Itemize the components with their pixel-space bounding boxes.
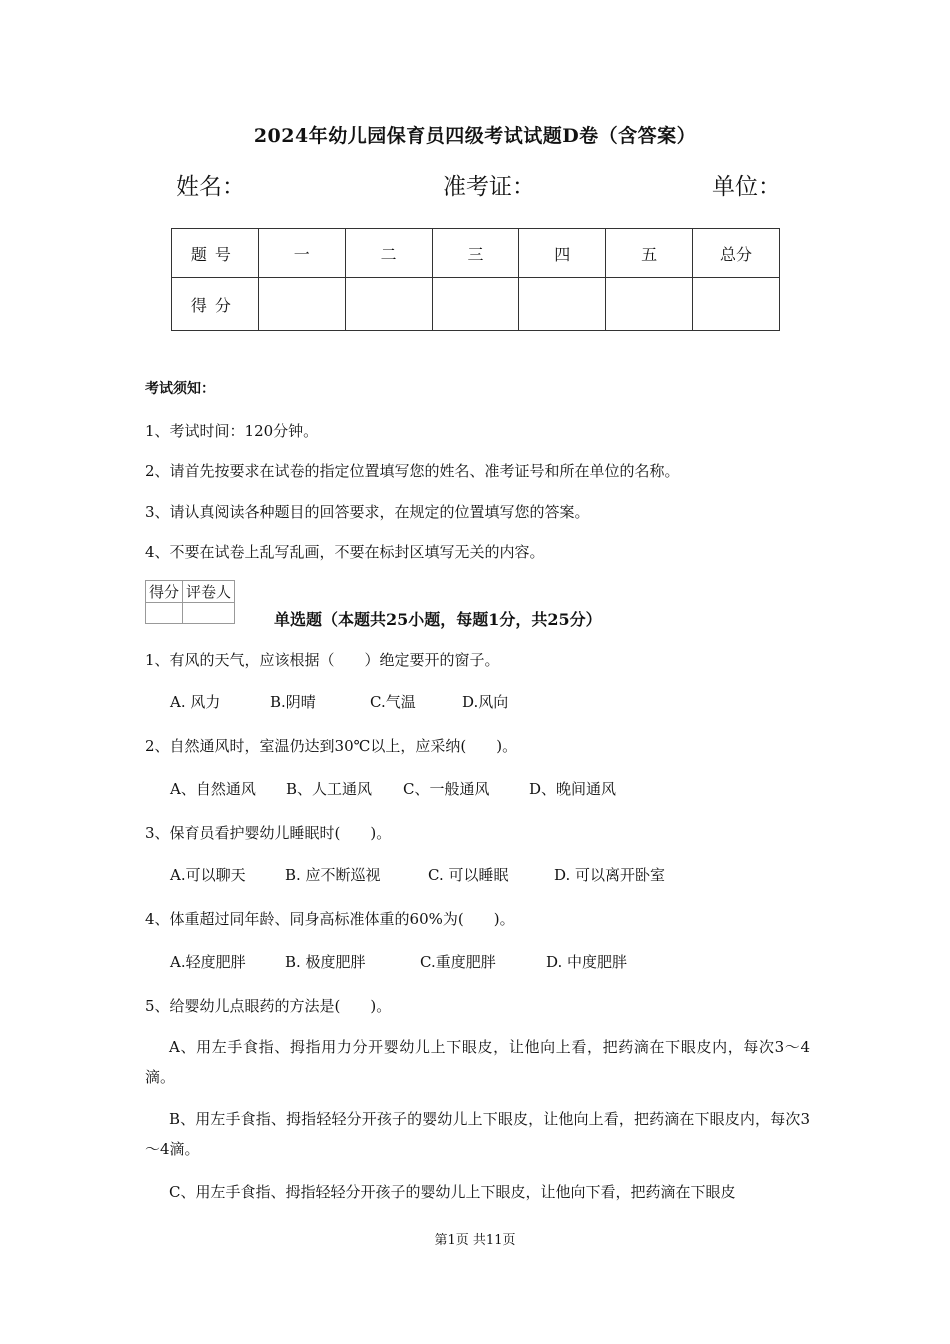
name-label: 姓名： (176, 174, 245, 200)
question-option-paragraph: A、用左手食指、拇指用力分开婴幼儿上下眼皮，让他向上看，把药滴在下眼皮内，每次3～4滴。 (145, 1038, 810, 1086)
column-5: 五 (606, 229, 693, 278)
column-4: 四 (519, 229, 606, 278)
grader-score-cell (146, 603, 183, 624)
question-stem: 4、体重超过同年龄、同身高标准体重的60%为( )。 (145, 910, 515, 928)
question-stem: 1、有风的天气，应该根据（ ）绝定要开的窗子。 (145, 651, 500, 669)
question-option-paragraph: B、用左手食指、拇指轻轻分开孩子的婴幼儿上下眼皮，让他向上看，把药滴在下眼皮内，每次3～4滴。 (145, 1110, 810, 1158)
section-title: 单选题（本题共25小题，每题1分，共25分） (274, 610, 602, 629)
grader-table (145, 580, 235, 624)
option: B. 应不断巡视 (285, 866, 381, 884)
unit-label: 单位： (712, 174, 781, 200)
page-footer: 第1页 共11页 (434, 1233, 516, 1248)
notice-item: 2、请首先按要求在试卷的指定位置填写您的姓名、准考证号和所在单位的名称。 (145, 462, 680, 480)
score-table-score-row (172, 278, 780, 331)
option: C、一般通风 (403, 780, 490, 798)
question-stem: 2、自然通风时，室温仍达到30℃以上，应采纳( )。 (145, 737, 518, 755)
option: D. 中度肥胖 (546, 953, 628, 971)
ticket-label: 准考证： (443, 174, 535, 200)
option: C.重度肥胖 (420, 953, 496, 971)
column-total: 总分 (693, 229, 780, 278)
option: A.可以聊天 (170, 866, 246, 884)
score-cell-total (693, 278, 780, 331)
option: B.阴晴 (270, 693, 316, 711)
score-cell-4 (519, 278, 606, 331)
question-options (170, 778, 616, 799)
option: A.轻度肥胖 (170, 953, 246, 971)
option: A. 风力 (170, 693, 221, 711)
question-option-paragraph: C、用左手食指、拇指轻轻分开孩子的婴幼儿上下眼皮，让他向下看，把药滴在下眼皮 (169, 1183, 736, 1201)
option: B、人工通风 (286, 780, 373, 798)
notice-item: 1、考试时间：120分钟。 (145, 422, 319, 440)
question-stem: 3、保育员看护婴幼儿睡眠时( )。 (145, 824, 392, 842)
score-table-header-row (172, 229, 780, 278)
option: C. 可以睡眠 (428, 866, 509, 884)
question-options (170, 691, 508, 712)
column-2: 二 (345, 229, 432, 278)
score-table (171, 228, 780, 331)
option: B. 极度肥胖 (285, 953, 366, 971)
score-cell-5 (606, 278, 693, 331)
grader-reviewer-cell (183, 603, 235, 624)
notice-title: 考试须知： (145, 381, 215, 397)
score-label-cell: 得分 (172, 278, 259, 331)
question-options (170, 864, 665, 885)
option: C.气温 (370, 693, 416, 711)
question-stem: 5、给婴幼儿点眼药的方法是( )。 (145, 997, 392, 1015)
grader-score-label: 得分 (146, 581, 183, 603)
option: D.风向 (462, 693, 509, 711)
column-3: 三 (432, 229, 519, 278)
score-cell-3 (432, 278, 519, 331)
column-1: 一 (258, 229, 345, 278)
option: D. 可以离开卧室 (554, 866, 666, 884)
option: D、晚间通风 (529, 780, 617, 798)
score-cell-2 (345, 278, 432, 331)
header-label-cell: 题号 (172, 229, 259, 278)
score-cell-1 (258, 278, 345, 331)
grader-reviewer-label: 评卷人 (183, 581, 235, 603)
question-options (170, 951, 627, 972)
page-title: 2024年幼儿园保育员四级考试试题D卷（含答案） (253, 125, 697, 147)
option: A、自然通风 (170, 780, 256, 798)
notice-item: 4、不要在试卷上乱写乱画，不要在标封区填写无关的内容。 (145, 543, 545, 561)
notice-item: 3、请认真阅读各种题目的回答要求，在规定的位置填写您的答案。 (145, 503, 590, 521)
